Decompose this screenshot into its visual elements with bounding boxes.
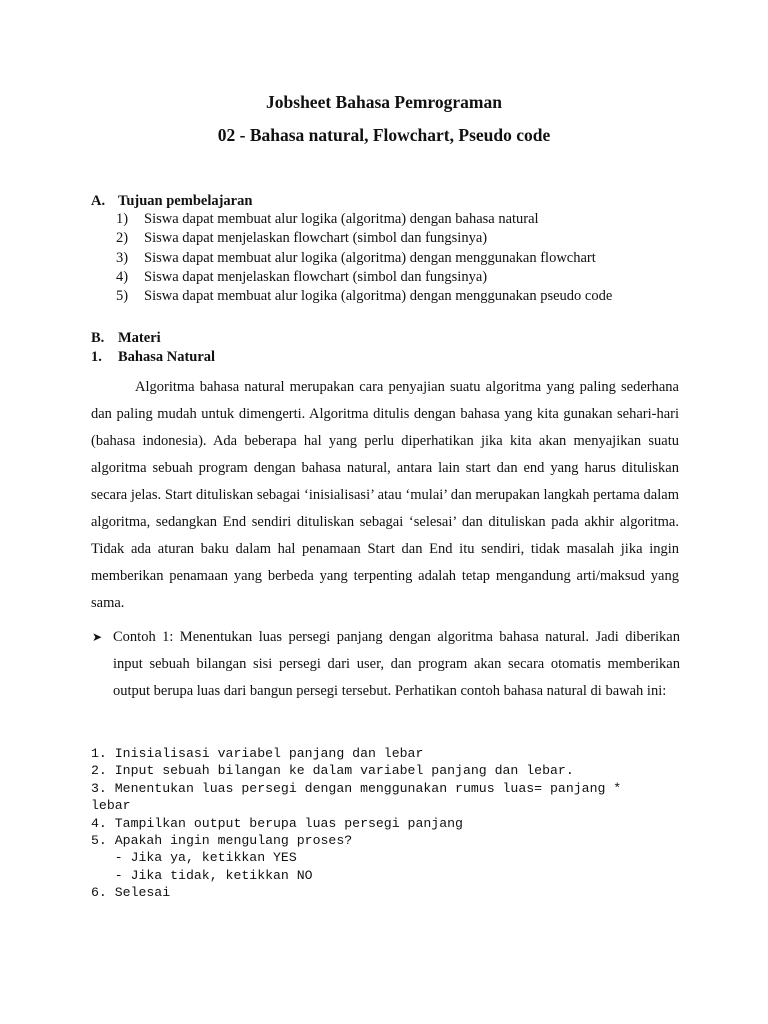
code-line: - Jika tidak, ketikkan NO (91, 867, 313, 883)
list-item-text: Siswa dapat membuat alur logika (algoritma) dengan menggunakan flowchart (144, 249, 596, 266)
section-a-title: Tujuan pembelajaran (118, 193, 253, 209)
objectives-list (116, 210, 612, 306)
list-item (116, 268, 612, 287)
list-item-text: Siswa dapat membuat alur logika (algoritma) dengan bahasa natural (144, 211, 539, 227)
list-item (116, 210, 612, 229)
body-paragraph-text: Algoritma bahasa natural merupakan cara penyajian suatu algoritma yang paling sederhana dan paling mudah untuk dimengerti. Algoritma ditulis dengan bahasa yang kita gunakan sehari-hari (bahasa indonesia). Ada beberapa hal yang perlu diperhatikan jika kita akan menyajikan suatu algoritma sebuah program dengan bahasa natural, antara lain start dan end yang harus dituliskan secara jelas. Start dituliskan sebagai ‘inisialisasi’ atau ‘mulai’ dan merupakan langkah pertama dalam algoritma, sedangkan End sendiri dituliskan sebagai ‘selesai’ dan dituliskan pada akhir algoritma. Tidak ada aturan baku dalam hal penamaan Start dan End itu sendiri, tidak masalah jika ingin memberikan penamaan yang berbeda yang terpenting adalah tetap mengandung arti/maksud yang sama. (91, 379, 679, 611)
document-title: Jobsheet Bahasa Pemrograman (266, 92, 502, 112)
code-line: - Jika ya, ketikkan YES (91, 850, 297, 866)
code-line: lebar (91, 798, 131, 814)
section-a-letter: A. (91, 193, 106, 209)
example-text: Contoh 1: Menentukan luas persegi panjang dengan algoritma bahasa natural. Jadi diberikan input sebuah bilangan sisi persegi dari user, dan program akan secara otomatis memberikan output berupa luas dari bangun persegi tersebut. Perhatikan contoh bahasa natural di bawah ini: (113, 629, 680, 699)
document-subtitle: 02 - Bahasa natural, Flowchart, Pseudo code (217, 125, 551, 145)
code-line: 6. Selesai (91, 885, 171, 901)
list-item-number: 4) (116, 268, 129, 285)
subsection-title: Bahasa Natural (118, 349, 216, 365)
list-item (116, 287, 612, 306)
list-item (116, 229, 612, 248)
list-item-number: 5) (116, 288, 129, 305)
subsection-number: 1. (91, 349, 102, 365)
code-line: 1. Inisialisasi variabel panjang dan lebar (91, 746, 424, 761)
section-b-heading (91, 330, 161, 347)
code-line: 5. Apakah ingin mengulang proses? (91, 832, 353, 848)
arrow-bullet-icon: ➤ (92, 630, 103, 644)
code-listing (91, 745, 621, 902)
list-item-text: Siswa dapat menjelaskan flowchart (simbol dan fungsinya) (144, 230, 488, 247)
section-b-letter: B. (91, 330, 105, 346)
subsection-heading (91, 349, 215, 366)
list-item-number: 2) (116, 230, 129, 247)
list-item-number: 3) (116, 249, 129, 266)
code-line: 4. Tampilkan output berupa luas persegi panjang (91, 815, 463, 831)
list-item-number: 1) (116, 211, 129, 227)
section-a-heading (91, 193, 252, 210)
list-item (116, 249, 612, 268)
list-item-text: Siswa dapat membuat alur logika (algoritma) dengan menggunakan pseudo code (144, 288, 613, 305)
example-block (92, 624, 680, 705)
code-line: 2. Input sebuah bilangan ke dalam variabel panjang dan lebar. (91, 763, 574, 779)
code-line: 3. Menentukan luas persegi dengan menggunakan rumus luas= panjang * (91, 780, 622, 796)
body-paragraph (91, 374, 679, 617)
section-b-title: Materi (118, 330, 161, 346)
list-item-text: Siswa dapat menjelaskan flowchart (simbol dan fungsinya) (144, 268, 488, 285)
